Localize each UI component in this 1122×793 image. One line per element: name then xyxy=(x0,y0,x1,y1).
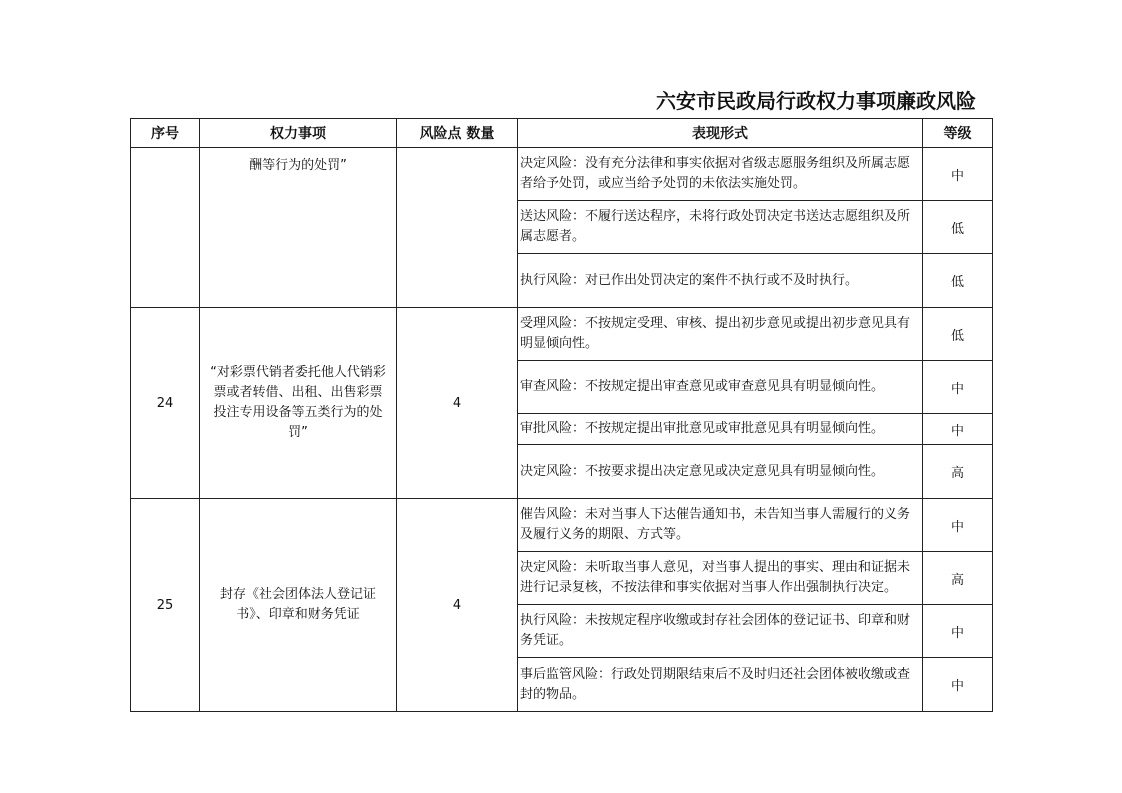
form-cell: 事后监管风险：行政处罚期限结束后不及时归还社会团体被收缴或查封的物品。 xyxy=(518,658,923,712)
header-index: 序号 xyxy=(131,119,200,148)
form-cell: 受理风险：不按规定受理、审核、提出初步意见或提出初步意见具有明显倾向性。 xyxy=(518,308,923,361)
level-cell: 中 xyxy=(923,414,993,445)
count-cell xyxy=(397,148,518,308)
table-row xyxy=(131,148,993,201)
matter-cell xyxy=(200,148,397,308)
risk-table xyxy=(130,118,993,712)
header-level: 等级 xyxy=(923,119,993,148)
level-cell: 高 xyxy=(923,552,993,605)
level-cell: 中 xyxy=(923,658,993,712)
form-cell: 决定风险：没有充分法律和事实依据对省级志愿服务组织及所属志愿者给予处罚，或应当给予处罚的未依法实施处罚。 xyxy=(518,148,923,201)
index-cell: 25 xyxy=(131,499,200,712)
level-cell: 中 xyxy=(923,148,993,201)
level-cell: 中 xyxy=(923,605,993,658)
count-cell: 4 xyxy=(397,308,518,499)
count-cell: 4 xyxy=(397,499,518,712)
form-cell: 审查风险：不按规定提出审查意见或审查意见具有明显倾向性。 xyxy=(518,361,923,414)
level-cell: 高 xyxy=(923,445,993,499)
index-cell xyxy=(131,148,200,308)
level-cell: 低 xyxy=(923,308,993,361)
form-cell: 催告风险：未对当事人下达催告通知书，未告知当事人需履行的义务及履行义务的期限、方式等。 xyxy=(518,499,923,552)
form-cell: 送达风险：不履行送达程序，未将行政处罚决定书送达志愿组织及所属志愿者。 xyxy=(518,201,923,254)
form-cell: 执行风险：未按规定程序收缴或封存社会团体的登记证书、印章和财务凭证。 xyxy=(518,605,923,658)
table-row xyxy=(131,499,993,552)
level-cell: 低 xyxy=(923,201,993,254)
header-count: 风险点 数量 xyxy=(397,119,518,148)
index-cell: 24 xyxy=(131,308,200,499)
matter-cell: “对彩票代销者委托他人代销彩票或者转借、出租、出售彩票投注专用设备等五类行为的处罚” xyxy=(200,308,397,499)
page-title: 六安市民政局行政权力事项廉政风险 xyxy=(656,89,976,113)
level-cell: 中 xyxy=(923,361,993,414)
table-row xyxy=(131,308,993,361)
header-form: 表现形式 xyxy=(518,119,923,148)
form-cell: 决定风险：未听取当事人意见，对当事人提出的事实、理由和证据未进行记录复核，不按法律和事实依据对当事人作出强制执行决定。 xyxy=(518,552,923,605)
matter-continued-text: 酬等行为的处罚” xyxy=(249,158,347,173)
header-row xyxy=(131,119,993,148)
matter-cell: 封存《社会团体法人登记证书》、印章和财务凭证 xyxy=(200,499,397,712)
form-cell: 审批风险：不按规定提出审批意见或审批意见具有明显倾向性。 xyxy=(518,414,923,445)
form-cell: 执行风险：对已作出处罚决定的案件不执行或不及时执行。 xyxy=(518,254,923,308)
level-cell: 中 xyxy=(923,499,993,552)
header-matter: 权力事项 xyxy=(200,119,397,148)
form-cell: 决定风险：不按要求提出决定意见或决定意见具有明显倾向性。 xyxy=(518,445,923,499)
level-cell: 低 xyxy=(923,254,993,308)
